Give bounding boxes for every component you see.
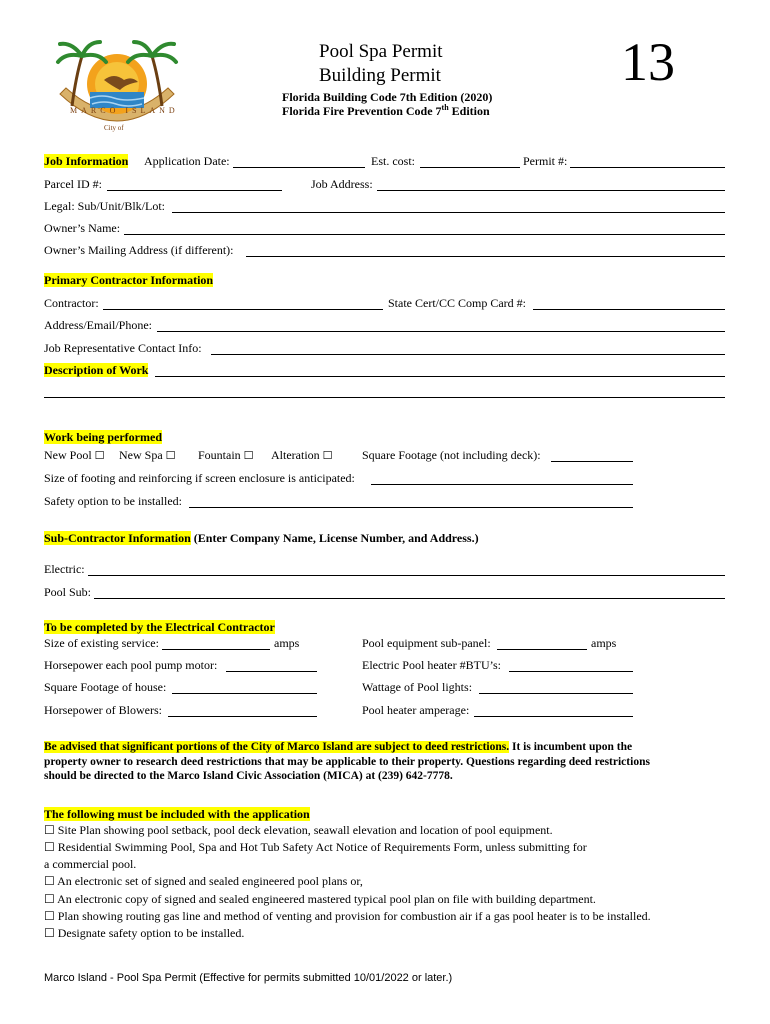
job-rep-field[interactable]	[211, 341, 725, 355]
code-line-building: Florida Building Code 7th Edition (2020)	[282, 90, 493, 104]
existing-service-label: Size of existing service:	[44, 636, 159, 650]
contractor-label: Contractor:	[44, 296, 99, 310]
requirement-item-site-plan: ☐ Site Plan showing pool setback, pool deck elevation, seawall elevation and location of pool equipment.	[44, 823, 553, 837]
primary-contractor-heading: Primary Contractor Information	[44, 273, 214, 287]
hp-blowers-field[interactable]	[168, 703, 317, 717]
advisory-line2: property owner to research deed restrictions that may be applicable to their property. Questions regarding deed restrictions	[44, 756, 650, 768]
work-performed-heading: Work being performed	[44, 430, 162, 444]
requirement-item-gas-line: ☐ Plan showing routing gas line and method of venting and provision for combustion air if a gas pool heater is to be installed.	[44, 909, 651, 923]
pool-sub-label: Pool Sub:	[44, 585, 92, 599]
address-email-phone-field[interactable]	[157, 318, 725, 332]
heater-amperage-field[interactable]	[474, 703, 633, 717]
fountain-checkbox[interactable]: ☐	[243, 449, 254, 462]
job-rep-label: Job Representative Contact Info:	[44, 341, 202, 355]
legal-label: Legal: Sub/Unit/Blk/Lot:	[44, 199, 165, 213]
requirement-item-safety-act-cont: a commercial pool.	[44, 857, 137, 871]
existing-service-amps: amps	[274, 636, 300, 650]
requirements-heading: The following must be included with the application	[44, 807, 310, 821]
application-date-label: Application Date:	[144, 154, 230, 168]
application-date-field[interactable]	[233, 154, 365, 168]
safety-option-label: Safety option to be installed:	[44, 494, 182, 508]
requirement-item-safety-act: ☐ Residential Swimming Pool, Spa and Hot Tub Safety Act Notice of Requirements Form, unless submitting for	[44, 840, 587, 854]
electric-label: Electric:	[44, 562, 85, 576]
square-footage-field[interactable]	[551, 448, 633, 462]
logo-bottom-text: City of	[104, 124, 124, 132]
requirement-item-engineered-plans: ☐ An electronic set of signed and sealed engineered pool plans or,	[44, 874, 363, 888]
work-option-new-pool[interactable]: New Pool ☐	[44, 448, 105, 462]
contractor-field[interactable]	[103, 296, 383, 310]
square-footage-label: Square Footage (not including deck):	[362, 448, 541, 462]
sq-ft-house-label: Square Footage of house:	[44, 680, 167, 694]
advisory-highlight: Be advised that significant portions of the City of Marco Island are subject to deed restrictions.	[44, 741, 510, 753]
owners-mailing-label: Owner’s Mailing Address (if different):	[44, 243, 234, 257]
hp-pump-field[interactable]	[226, 658, 317, 672]
state-cert-field[interactable]	[533, 296, 725, 310]
requirement-item-mastered-plan: ☐ An electronic copy of signed and sealed engineered mastered typical pool plan on file with building department.	[44, 892, 596, 906]
wattage-field[interactable]	[479, 680, 633, 694]
permit-number-label: Permit #:	[523, 154, 568, 168]
electric-field[interactable]	[88, 562, 725, 576]
pool-sub-field[interactable]	[94, 585, 725, 599]
title-pool-spa-permit: Pool Spa Permit	[319, 41, 443, 62]
new-pool-checkbox[interactable]: ☐	[94, 449, 105, 462]
wattage-label: Wattage of Pool lights:	[362, 680, 473, 694]
form-number: 13	[621, 32, 675, 92]
sq-ft-house-field[interactable]	[172, 680, 317, 694]
permit-number-field[interactable]	[570, 154, 725, 168]
heater-btu-label: Electric Pool heater #BTU’s:	[362, 658, 501, 672]
job-address-field[interactable]	[377, 177, 725, 191]
existing-service-field[interactable]	[162, 636, 270, 650]
title-building-permit: Building Permit	[319, 65, 441, 86]
safety-option-field[interactable]	[189, 494, 633, 508]
subpanel-label: Pool equipment sub-panel:	[362, 636, 491, 650]
footing-field[interactable]	[371, 471, 633, 485]
hp-blowers-label: Horsepower of Blowers:	[44, 703, 162, 717]
hp-pump-label: Horsepower each pool pump motor:	[44, 658, 218, 672]
est-cost-field[interactable]	[420, 154, 520, 168]
parcel-id-field[interactable]	[107, 177, 282, 191]
new-spa-checkbox[interactable]: ☐	[165, 449, 176, 462]
state-cert-label: State Cert/CC Comp Card #:	[388, 296, 526, 310]
heater-btu-field[interactable]	[509, 658, 633, 672]
requirement-item-safety-option: ☐ Designate safety option to be installed.	[44, 926, 245, 940]
owners-name-field[interactable]	[124, 221, 725, 235]
parcel-id-label: Parcel ID #:	[44, 177, 102, 191]
advisory-line1: Be advised that significant portions of the City of Marco Island are subject to deed restrictions. It is incumbent upon the	[44, 741, 633, 753]
description-of-work-field-line2[interactable]	[44, 384, 725, 398]
city-seal-logo	[52, 36, 182, 136]
electrical-contractor-heading: To be completed by the Electrical Contractor	[44, 620, 275, 634]
advisory-line3: should be directed to the Marco Island Civic Association (MICA) at (239) 642-7778.	[44, 770, 453, 782]
description-of-work-field[interactable]	[155, 363, 725, 377]
address-email-phone-label: Address/Email/Phone:	[44, 318, 152, 332]
footing-label: Size of footing and reinforcing if screen enclosure is anticipated:	[44, 471, 355, 485]
job-address-label: Job Address:	[311, 177, 373, 191]
owners-name-label: Owner’s Name:	[44, 221, 121, 235]
logo-top-text: MARCO ISLAND	[70, 106, 179, 115]
subpanel-amps: amps	[591, 636, 617, 650]
description-of-work-label: Description of Work	[44, 363, 149, 377]
est-cost-label: Est. cost:	[371, 154, 415, 168]
work-option-alteration[interactable]: Alteration ☐	[271, 448, 333, 462]
code-line-fire: Florida Fire Prevention Code 7th Edition	[282, 103, 490, 118]
work-option-fountain[interactable]: Fountain ☐	[198, 448, 254, 462]
legal-field[interactable]	[172, 199, 725, 213]
job-info-heading: Job Information	[44, 154, 129, 168]
owners-mailing-field[interactable]	[246, 243, 725, 257]
subpanel-field[interactable]	[497, 636, 587, 650]
alteration-checkbox[interactable]: ☐	[322, 449, 333, 462]
footer-text: Marco Island - Pool Spa Permit (Effective for permits submitted 10/01/2022 or later.)	[44, 972, 453, 984]
work-option-new-spa[interactable]: New Spa ☐	[119, 448, 176, 462]
heater-amperage-label: Pool heater amperage:	[362, 703, 470, 717]
subcontractor-heading: Sub-Contractor Information (Enter Company Name, License Number, and Address.)	[44, 531, 479, 545]
